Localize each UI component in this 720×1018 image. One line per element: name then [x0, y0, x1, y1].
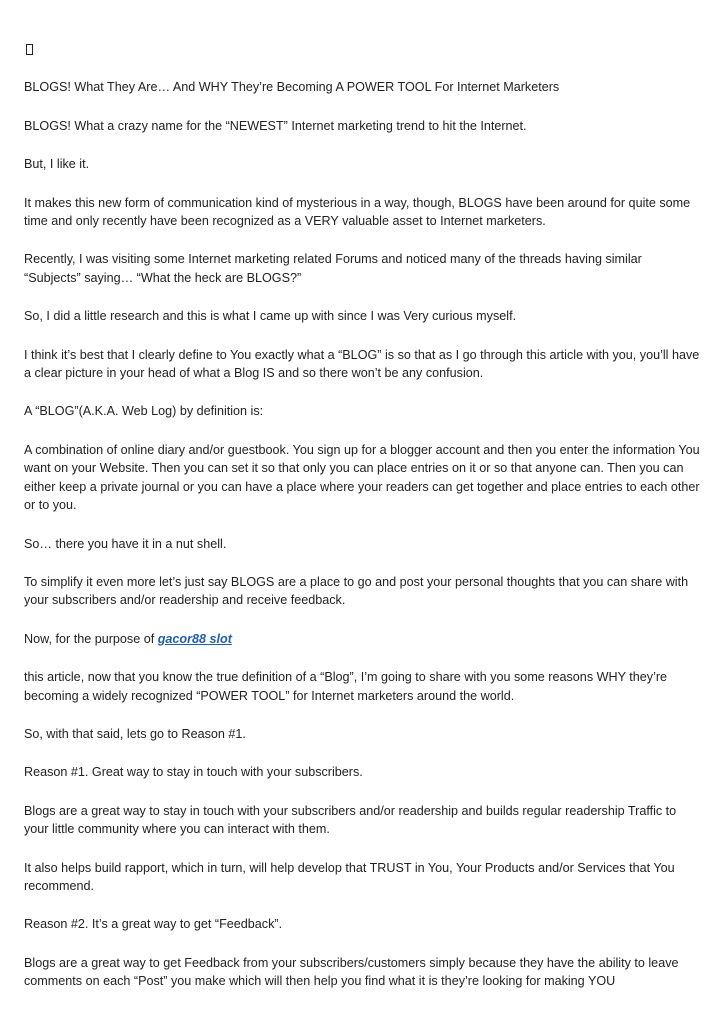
paragraph: Recently, I was visiting some Internet marketing related Forums and noticed many of the threads having similar “Subjects” saying… “What the heck are BLOGS?” [24, 252, 642, 285]
gacor88-slot-link[interactable]: gacor88 slot [157, 631, 232, 646]
paragraph: But, I like it. [24, 157, 90, 172]
missing-glyph-box-icon [24, 44, 700, 78]
paragraph: Reason #2. It’s a great way to get “Feedback”. [24, 917, 283, 932]
paragraph: It makes this new form of communication kind of mysterious in a way, though, BLOGS have been around for quite some time and only recently have been recognized as a VERY valuable asset to Internet marketers. [24, 195, 691, 229]
paragraph: I think it’s best that I clearly define to You exactly what a “BLOG” is so that as I go through this article with you, you’ll have a clear picture in your head of what a Blog IS and so there won’t be any confusion. [24, 347, 700, 381]
paragraph: So… there you have it in a nut shell. [24, 536, 227, 551]
title-paragraph: BLOGS! What They Are… And WHY They’re Becoming A POWER TOOL For Internet Marketers [24, 80, 560, 95]
link-paragraph [24, 630, 700, 648]
paragraph: So, with that said, lets go to Reason #1. [24, 726, 246, 741]
document-page [24, 44, 700, 1011]
paragraph: It also helps build rapport, which in turn, will help develop that TRUST in You, Your Products and/or Services that You recommend. [24, 860, 675, 893]
paragraph: So, I did a little research and this is what I came up with since I was Very curious myself. [24, 309, 517, 324]
paragraph: this article, now that you know the true definition of a “Blog”, I’m going to share with you some reasons WHY they’re becoming a widely recognized “POWER TOOL” for Internet marketers around the world. [24, 670, 668, 703]
paragraph: A combination of online diary and/or guestbook. You sign up for a blogger account and then you enter the information You want on your Website. Then you can set it so that only you can place entries on it or so that anyone can. Then you can either keep a private journal or you can have a place where your readers can get together and place entries to each other or to you. [24, 442, 700, 513]
paragraph: BLOGS! What a crazy name for the “NEWEST” Internet marketing trend to hit the Internet. [24, 118, 527, 133]
paragraph: A “BLOG”(A.K.A. Web Log) by definition is: [24, 404, 264, 419]
paragraph: Blogs are a great way to stay in touch with your subscribers and/or readership and builds regular readership Traffic to your little community where you can interact with them. [24, 803, 677, 837]
link-paragraph-prefix: Now, for the purpose of [24, 631, 158, 646]
paragraph: To simplify it even more let’s just say BLOGS are a place to go and post your personal thoughts that you can share with your subscribers and/or readership and receive feedback. [24, 574, 689, 608]
paragraph: Reason #1. Great way to stay in touch with your subscribers. [24, 765, 363, 780]
paragraph: Blogs are a great way to get Feedback from your subscribers/customers simply because they have the ability to leave comments on each “Post” you make which will then help you find what it is they’re looking for making YOU [24, 955, 679, 989]
